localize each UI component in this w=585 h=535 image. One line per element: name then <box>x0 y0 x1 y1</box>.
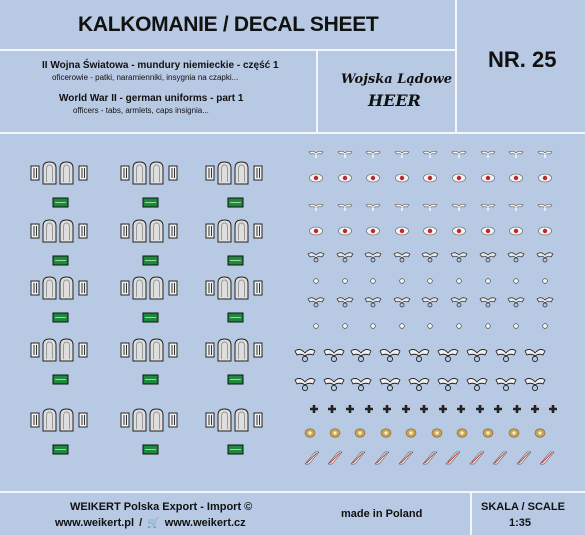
cockade-icon <box>539 227 552 235</box>
cockade-icon <box>396 174 409 182</box>
shoulder-board-icon <box>43 220 56 242</box>
shoulder-board-icon <box>60 277 73 299</box>
collar-tab-icon <box>121 281 129 295</box>
eagle-icon <box>308 253 324 262</box>
ribbon-icon <box>540 452 554 464</box>
eagle-icon <box>480 253 496 262</box>
eagle-icon <box>365 253 381 262</box>
iron-cross-icon <box>513 405 521 413</box>
shoulder-board-icon <box>133 220 146 242</box>
collar-tab-icon <box>121 224 129 238</box>
cockade-icon <box>343 279 348 284</box>
shoulder-board-icon <box>218 409 231 431</box>
iron-cross-icon <box>420 405 428 413</box>
shoulder-board-icon <box>43 409 56 431</box>
collar-tab-icon <box>254 224 262 238</box>
iron-cross-icon <box>457 405 465 413</box>
cockade-icon <box>314 279 319 284</box>
shoulder-board-icon <box>60 162 73 184</box>
collar-tab-icon <box>79 413 87 427</box>
eagle-icon <box>423 151 437 158</box>
eagle-icon <box>481 204 495 211</box>
oak-wreath-icon <box>432 429 442 437</box>
english-title: World War II - german uniforms - part 1 <box>59 93 244 104</box>
oak-wreath-icon <box>406 429 416 437</box>
website-pl[interactable]: www.weikert.pl <box>55 517 135 529</box>
iron-cross-icon <box>476 405 484 413</box>
iron-cross-icon <box>328 405 336 413</box>
collar-tab-icon <box>169 224 177 238</box>
collar-tab-icon <box>206 343 214 357</box>
green-patch-icon <box>143 445 158 454</box>
ribbon-icon <box>305 452 319 464</box>
cockade-icon <box>486 324 491 329</box>
green-patch-icon <box>53 445 68 454</box>
green-patch-icon <box>228 313 243 322</box>
green-patch-icon <box>53 375 68 384</box>
eagle-icon <box>338 151 352 158</box>
eagle-icon <box>338 204 352 211</box>
collar-tab-icon <box>79 343 87 357</box>
collar-tab-icon <box>31 413 39 427</box>
eagle-icon <box>395 204 409 211</box>
cockade-icon <box>514 324 519 329</box>
eagle-icon <box>508 253 524 262</box>
eagle-icon <box>508 298 524 307</box>
company-name: WEIKERT Polska Export - Import © <box>70 501 253 513</box>
eagle-icon <box>537 298 553 307</box>
shoulder-board-icon <box>60 339 73 361</box>
collar-tab-icon <box>169 413 177 427</box>
eagle-icon <box>452 151 466 158</box>
green-patch-icon <box>53 256 68 265</box>
unit-heer: HEER <box>368 91 421 110</box>
eagle-icon <box>351 349 371 361</box>
shoulder-board-icon <box>150 409 163 431</box>
eagle-icon <box>295 378 315 390</box>
collar-tab-icon <box>206 166 214 180</box>
cockade-icon <box>371 324 376 329</box>
cockade-icon <box>400 279 405 284</box>
oak-wreath-icon <box>330 429 340 437</box>
cockade-icon <box>510 227 523 235</box>
eagle-icon <box>423 204 437 211</box>
eagle-icon <box>438 378 458 390</box>
collar-tab-icon <box>31 281 39 295</box>
green-patch-icon <box>228 198 243 207</box>
ribbon-icon <box>446 452 460 464</box>
cockade-icon <box>343 324 348 329</box>
eagle-icon <box>422 298 438 307</box>
green-patch-icon <box>53 313 68 322</box>
eagle-icon <box>409 378 429 390</box>
ribbon-icon <box>493 452 507 464</box>
scale-value: 1:35 <box>509 517 532 529</box>
collar-tab-icon <box>254 413 262 427</box>
collar-tab-icon <box>254 166 262 180</box>
eagle-icon <box>451 253 467 262</box>
shoulder-board-icon <box>133 162 146 184</box>
collar-tab-icon <box>79 224 87 238</box>
ribbon-icon <box>517 452 531 464</box>
iron-cross-icon <box>402 405 410 413</box>
cockade-icon <box>396 227 409 235</box>
eagle-icon <box>324 378 344 390</box>
iron-cross-icon <box>310 405 318 413</box>
eagle-icon <box>496 349 516 361</box>
iron-cross-icon <box>549 405 557 413</box>
oak-wreath-icon <box>483 429 493 437</box>
eagle-icon <box>467 378 487 390</box>
shoulder-board-icon <box>150 220 163 242</box>
cockade-icon <box>457 279 462 284</box>
cockade-icon <box>486 279 491 284</box>
eagle-icon <box>509 151 523 158</box>
eagle-icon <box>337 253 353 262</box>
shoulder-board-icon <box>235 277 248 299</box>
shoulder-board-icon <box>218 220 231 242</box>
cockade-icon <box>339 174 352 182</box>
eagle-icon <box>337 298 353 307</box>
collar-tab-icon <box>31 224 39 238</box>
eagle-icon <box>509 204 523 211</box>
iron-cross-icon <box>346 405 354 413</box>
collar-tab-icon <box>206 224 214 238</box>
cockade-icon <box>428 324 433 329</box>
shoulder-board-icon <box>150 339 163 361</box>
eagle-icon <box>309 151 323 158</box>
eagle-icon <box>481 151 495 158</box>
eagle-icon <box>394 298 410 307</box>
green-patch-icon <box>53 198 68 207</box>
shoulder-board-icon <box>60 220 73 242</box>
cockade-icon <box>514 279 519 284</box>
green-patch-icon <box>228 375 243 384</box>
shoulder-board-icon <box>218 339 231 361</box>
eagle-icon <box>380 378 400 390</box>
green-patch-icon <box>228 256 243 265</box>
cockade-icon <box>510 174 523 182</box>
cockade-icon <box>424 227 437 235</box>
eagle-icon <box>525 378 545 390</box>
ribbon-icon <box>423 452 437 464</box>
iron-cross-icon <box>383 405 391 413</box>
shoulder-board-icon <box>235 339 248 361</box>
ribbon-icon <box>328 452 342 464</box>
shoulder-board-icon <box>218 277 231 299</box>
eagle-icon <box>496 378 516 390</box>
cockade-icon <box>371 279 376 284</box>
eagle-icon <box>365 298 381 307</box>
eagle-icon <box>395 151 409 158</box>
cockade-icon <box>482 174 495 182</box>
shoulder-board-icon <box>60 409 73 431</box>
shoulder-board-icon <box>235 162 248 184</box>
eagle-icon <box>451 298 467 307</box>
cockade-icon <box>543 279 548 284</box>
eagle-icon <box>409 349 429 361</box>
green-patch-icon <box>143 256 158 265</box>
eagle-icon <box>467 349 487 361</box>
eagle-icon <box>538 204 552 211</box>
collar-tab-icon <box>169 166 177 180</box>
eagle-icon <box>380 349 400 361</box>
collar-tab-icon <box>206 413 214 427</box>
eagle-icon <box>366 151 380 158</box>
eagle-icon <box>394 253 410 262</box>
cockade-icon <box>453 174 466 182</box>
shoulder-board-icon <box>235 409 248 431</box>
polish-subtitle: oficerowie - patki, naramienniki, insygnia na czapki... <box>52 73 239 82</box>
oak-wreath-icon <box>355 429 365 437</box>
cockade-icon <box>314 324 319 329</box>
eagle-icon <box>308 298 324 307</box>
cockade-icon <box>428 279 433 284</box>
collar-tab-icon <box>121 413 129 427</box>
ribbon-icon <box>351 452 365 464</box>
iron-cross-icon <box>531 405 539 413</box>
collar-tab-icon <box>121 166 129 180</box>
ribbon-icon <box>375 452 389 464</box>
cockade-icon <box>367 227 380 235</box>
website-cz[interactable]: www.weikert.cz <box>164 517 246 529</box>
cockade-icon <box>310 227 323 235</box>
collar-tab-icon <box>254 343 262 357</box>
cockade-icon <box>400 324 405 329</box>
eagle-icon <box>366 204 380 211</box>
cockade-icon <box>539 174 552 182</box>
cockade-icon <box>453 227 466 235</box>
collar-tab-icon <box>206 281 214 295</box>
shoulder-board-icon <box>133 339 146 361</box>
eagle-icon <box>525 349 545 361</box>
collar-tab-icon <box>169 343 177 357</box>
polish-title: II Wojna Światowa - mundury niemieckie - część 1 <box>42 60 279 71</box>
shoulder-board-icon <box>150 277 163 299</box>
collar-tab-icon <box>79 281 87 295</box>
eagle-icon <box>480 298 496 307</box>
cockade-icon <box>424 174 437 182</box>
collar-tab-icon <box>79 166 87 180</box>
eagle-icon <box>422 253 438 262</box>
iron-cross-icon <box>494 405 502 413</box>
iron-cross-icon <box>365 405 373 413</box>
eagle-icon <box>538 151 552 158</box>
shoulder-board-icon <box>43 162 56 184</box>
eagle-icon <box>537 253 553 262</box>
green-patch-icon <box>143 313 158 322</box>
english-subtitle: officers - tabs, armlets, caps insignia... <box>73 106 209 115</box>
collar-tab-icon <box>31 343 39 357</box>
ribbon-icon <box>399 452 413 464</box>
shoulder-board-icon <box>43 339 56 361</box>
green-patch-icon <box>143 198 158 207</box>
iron-cross-icon <box>439 405 447 413</box>
oak-wreath-icon <box>457 429 467 437</box>
eagle-icon <box>351 378 371 390</box>
website-separator: / <box>139 517 143 529</box>
cockade-icon <box>310 174 323 182</box>
ribbon-icon <box>470 452 484 464</box>
oak-wreath-icon <box>535 429 545 437</box>
cockade-icon <box>482 227 495 235</box>
website-line <box>55 517 246 529</box>
collar-tab-icon <box>31 166 39 180</box>
shoulder-board-icon <box>218 162 231 184</box>
cockade-icon <box>339 227 352 235</box>
unit-name: Wojska Lądowe <box>341 72 452 87</box>
shoulder-board-icon <box>235 220 248 242</box>
green-patch-icon <box>143 375 158 384</box>
eagle-icon <box>324 349 344 361</box>
oak-wreath-icon <box>381 429 391 437</box>
eagle-icon <box>295 349 315 361</box>
eagle-icon <box>438 349 458 361</box>
cockade-icon <box>457 324 462 329</box>
eagle-icon <box>452 204 466 211</box>
scale-label: SKALA / SCALE <box>481 501 565 513</box>
shoulder-board-icon <box>43 277 56 299</box>
page-title: KALKOMANIE / DECAL SHEET <box>78 13 379 36</box>
cart-icon: 🛒 <box>147 518 160 529</box>
made-in-label: made in Poland <box>341 508 423 520</box>
collar-tab-icon <box>121 343 129 357</box>
shoulder-board-icon <box>133 277 146 299</box>
oak-wreath-icon <box>509 429 519 437</box>
shoulder-board-icon <box>150 162 163 184</box>
oak-wreath-icon <box>305 429 315 437</box>
sheet-number: NR. 25 <box>488 47 557 72</box>
collar-tab-icon <box>169 281 177 295</box>
eagle-icon <box>309 204 323 211</box>
green-patch-icon <box>228 445 243 454</box>
cockade-icon <box>367 174 380 182</box>
shoulder-board-icon <box>133 409 146 431</box>
cockade-icon <box>543 324 548 329</box>
collar-tab-icon <box>254 281 262 295</box>
